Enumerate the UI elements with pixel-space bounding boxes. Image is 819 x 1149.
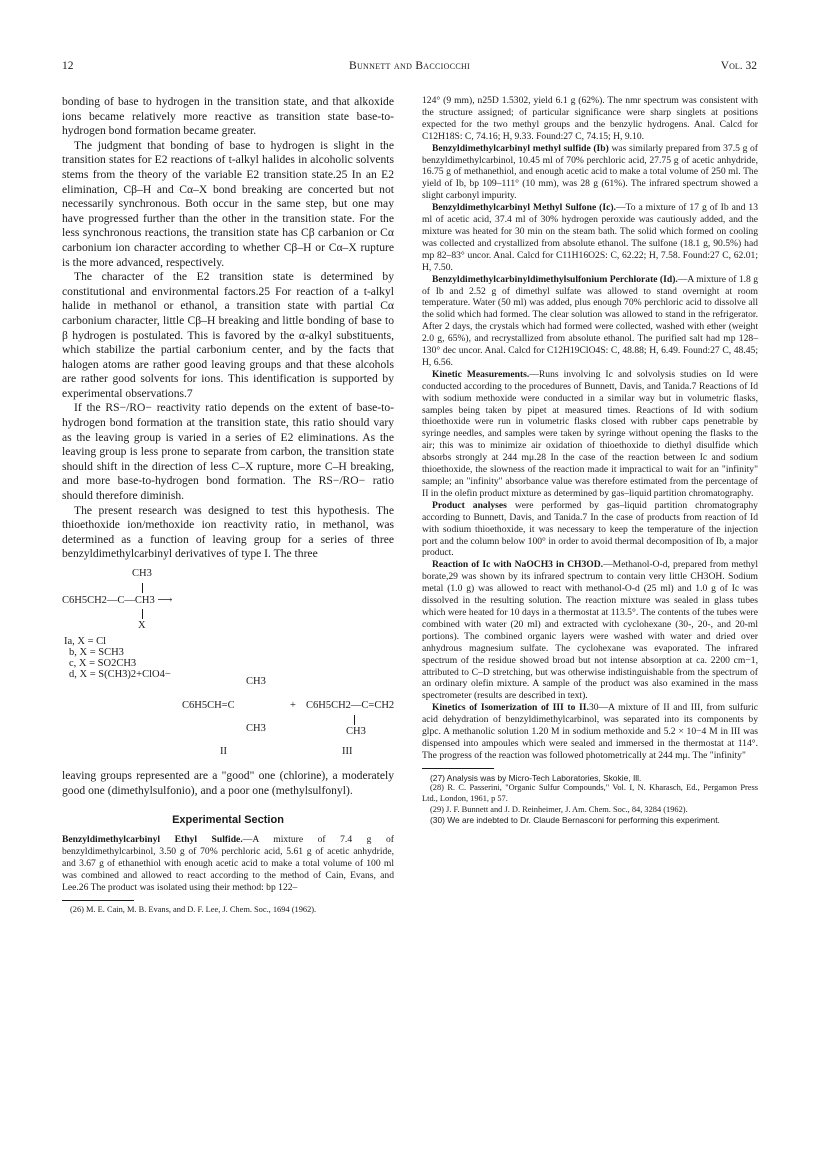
structure-i-bond-bottom <box>142 609 143 619</box>
volume-label: Vol. 32 <box>720 60 757 72</box>
right-p8-heading: Kinetics of Isomerization of III to II. <box>432 702 589 714</box>
right-p8-body: 30—A mixture of II and III, from sulfuric acid dehydration of benzyldimethylcarbinol, was separated into its components by glpc. A methanolic solution 1.20 M in sodium methoxide and 5.2 × 10−4 M in III was dispensed into ampoules which were sealed and immersed in the thermostat at 114°. The progress of the reaction was followed photometrically at 244 mμ. The "infinity" <box>422 702 758 761</box>
page-header <box>62 60 757 76</box>
structure-i-formula: C6H5CH2—C—CH3 ⟶ <box>62 595 173 606</box>
right-paragraph-6 <box>422 500 758 560</box>
right-paragraph-4 <box>422 274 758 369</box>
footnote-30: (30) We are indebted to Dr. Claude Bernasconi for performing this experiment. <box>430 815 720 826</box>
structure-ii-ch3-top: CH3 <box>246 676 266 687</box>
footnote-rule-right <box>422 768 494 769</box>
structure-ii-formula: C6H5CH=C <box>182 700 235 711</box>
right-p6-heading: Product analyses <box>432 499 507 511</box>
right-paragraph-1: 124° (9 mm), n25D 1.5302, yield 6.1 g (62%). The nmr spectrum was consistent with the structure assigned; of particular significance were sharp singlets at positions expected for the two methyl groups and the benzylic hydrogens. Anal. Calcd for C12H18S: C, 74.16; H, 9.33. Found:27 C, 74.15; H, 9.10. <box>422 95 758 142</box>
structure-iii-ch3-bottom: CH3 <box>346 726 366 737</box>
left-paragraph-3: The character of the E2 transition state is determined by constitutional and environmental factors.25 For reaction of a t-alkyl halide in methanol or ethanol, a transition state with partial Cα carbonium character, little Cβ–H breaking and little bonding of base to β hydrogen is postulated. This is favored by the α-alkyl substituents, which stabilize the partial carbonium center, and by the facts that halogen atoms are rather good leaving groups and that these alcohols are rather good solvents for ions. This identification is supported by experimental observations.7 <box>62 270 394 400</box>
right-p4-body: —A mixture of 1.8 g of Ib and 2.52 g of dimethyl sulfate was allowed to stand overnight at room temperature. Water (50 ml) was added, plus enough 70% perchloric acid to dissolve all the solid which had formed. The clear solution was allowed to stand in the refrigerator. After 2 days, the crystals which had formed were collected, washed with ether (weight 2.0 g, 65%), and recrystallized from absolute ethanol. The purified salt had mp 128–130° dec uncor. Anal. Calcd for C12H19ClO4S: C, 48.88; H, 6.49. Found:27 C, 48.45; H, 6.56. <box>422 273 759 368</box>
right-paragraph-8 <box>422 702 758 762</box>
right-p6-body: were performed by gas–liquid partition chromatography according to Bunnett, Davis, and Tanida.7 In the case of products from reaction of Id with sodium thioethoxide, it was necessary to keep the temperature of the injection port and the column below 100° in order to avoid thermal decomposition of Ib, a major product. <box>422 499 758 559</box>
left-paragraph-2: The judgment that bonding of base to hydrogen is slight in the transition states for E2 reactions of t-alkyl halides in alcoholic solvents stems from the theory of the variable E2 transition state.25 In an E2 elimination, Cβ–H and Cα–X bond breaking are concerted but not necessarily synchronous. Both occur in the same step, but one may have progressed further than the other in the transition state. For the less synchronous reactions, the transition state has Cβ carbanion or Cα carbonium ion character according to whether Cβ–H or Cα–X rupture is the more advanced, respectively. <box>62 138 394 269</box>
right-paragraph-2 <box>422 143 758 203</box>
right-p3-body: —To a mixture of 17 g of Ib and 13 ml of acetic acid, 37.4 ml of 30% hydrogen peroxide was cautiously added, and the mixture was heated for 30 min on the steam bath. The solid which formed on cooling was collected and crystallized from absolute ethanol. The sulfone (18.1 g, 90.5%) had mp 82–83° uncor. Anal. Calcd for C11H16O2S: C, 62.22; H, 7.58. Found:27 C, 62.01; H, 7.50. <box>422 202 758 273</box>
left-column <box>62 95 394 915</box>
structure-iii-formula: C6H5CH2—C=CH2 <box>306 700 395 711</box>
right-p3-heading: Benzyldimethylcarbinyl Methyl Sulfone (Ic). <box>432 202 616 214</box>
structure-ii-ch3-bottom: CH3 <box>246 723 266 734</box>
chemical-structures <box>62 566 394 821</box>
right-paragraph-5 <box>422 369 758 500</box>
right-p2-body: was similarly prepared from 37.5 g of benzyldimethylcarbinol, 10.45 ml of 70% perchloric acid, 27.75 g of acetic anhydride, 16.75 g of methanethiol, and enough acetic acid to make a total volume of 250 ml. The yield of Ib, bp 109–111° (10 mm), was 28 g (61%). The infrared spectrum showed a slight carbonyl impurity. <box>422 142 758 202</box>
left-paragraph-5: The present research was designed to test this hypothesis. The thioethoxide ion/methoxide ion reactivity ratio, in methanol, was determined as a function of leaving group for a series of three benzyldimethylcarbinyl derivatives of type I. The three <box>62 503 394 561</box>
structure-ic-label: c, X = SO2CH3 <box>69 658 137 669</box>
right-p7-body: —Methanol-O-d, prepared from methyl borate,29 was shown by its infrared spectrum to contain very little CH3OH. Sodium metal (1.0 g) was allowed to react with methanol-O-d (25 ml) and 1.0 g of Ic was dissolved in the resulting solution. The reaction mixture was sealed in glass tubes which were heated for 10 days in a thermostat at 113.5°. The contents of the tubes were combined with water (20 ml) and extracted with cyclohexane (30-, 20-, and 20-ml portions). The combined organic layers were washed with water and dried over anhydrous magnesium sulfate. The cyclohexane was evaporated. The infrared spectrum of the residue showed broad but not intense absorption at ca. 2200 cm−1, attributed to C–D stretching, but was otherwise indistinguishable from the spectrum of an ordinary olefin mixture. A sample of the product was also examined in the mass spectrometer (results are described in text). <box>422 559 758 702</box>
structure-ii-label: II <box>220 746 227 757</box>
structure-i-ch3-top: CH3 <box>132 568 152 579</box>
right-p4-heading: Benzyldimethylcarbinyldimethylsulfonium Perchlorate (Id). <box>432 273 678 285</box>
footnote-26: (26) M. E. Cain, M. B. Evans, and D. F. Lee, J. Chem. Soc., 1694 (1962). <box>70 904 317 914</box>
footnote-29: (29) J. F. Bunnett and J. D. Reinheimer, J. Am. Chem. Soc., 84, 3284 (1962). <box>430 804 688 814</box>
right-p7-heading: Reaction of Ic with NaOCH3 in CH3OD. <box>432 559 604 571</box>
experimental-1-body: —A mixture of 7.4 g of benzyldimethylcarbinol, 3.50 g of 70% perchloric acid, 5.61 g of acetic anhydride, and 3.67 g of ethanethiol with enough acetic acid to make a total volume of 100 ml was combined and allowed to react according to the method of Cain, Evans, and Lee.26 The product was isolated using their method: bp 122– <box>62 834 394 893</box>
structure-iii-bond <box>354 715 355 725</box>
right-column <box>422 95 758 826</box>
right-p5-heading: Kinetic Measurements. <box>432 368 530 380</box>
footnote-rule-left <box>62 900 134 901</box>
running-title: Bunnett and Bacciocchi <box>348 60 471 72</box>
structure-i-bond-top <box>142 583 143 593</box>
right-p5-body: —Runs involving Ic and solvolysis studies on Id were conducted according to the procedures of Bunnett, Davis, and Tanida.7 Reactions of Id with sodium methoxide were conducted in a similar way but in volumetric flasks, samples being taken by pipet at measured times. Reactions of Id with sodium thioethoxide were run in volumetric flasks closed with rubber caps penetrable by syringe needles, and samples were taken by syringe without opening the flasks to the air; this was to minimize air oxidation of thioethoxide to diethyl disulfide which absorbs strongly at 244 mμ.28 In the case of the reaction between Ic and sodium thioethoxide, the slowness of the reaction made it impractical to wait for an "infinity" sample; an "infinity" absorbance value was therefore estimated from the percentage of II in the olefin product mixture as determined by gas–liquid partition chromatography. <box>422 368 758 499</box>
left-paragraph-1: bonding of base to hydrogen in the transition state, and that alkoxide ions became relatively more reactive as transition state base-to-hydrogen bond formation became greater. <box>62 95 394 138</box>
right-p2-heading: Benzyldimethylcarbinyl methyl sulfide (Ib) <box>432 142 609 154</box>
experimental-section-title: Experimental Section <box>172 814 284 827</box>
structure-i-x-label: X <box>138 620 146 631</box>
structure-id-label: d, X = S(CH3)2+ClO4− <box>69 669 171 680</box>
experimental-1-heading: Benzyldimethylcarbinyl Ethyl Sulfide. <box>62 834 243 846</box>
structure-iii-label: III <box>342 746 353 757</box>
plus-sign: + <box>290 700 296 711</box>
structure-ia-label: Ia, X = Cl <box>64 636 107 647</box>
footnote-28: (28) R. C. Passerini, "Organic Sulfur Compounds," Vol. I, N. Kharasch, Ed., Pergamon Press Ltd., London, 1961, p 57. <box>422 783 758 803</box>
left-paragraph-4: If the RS−/RO− reactivity ratio depends on the extent of base-to-hydrogen bond formation at the transition state, this ratio should vary as the leaving group is varied in a series of E2 eliminations. As the leaving group is less prone to separate from carbon, the transition state should shift in the direction of less C–X rupture, more C–H breaking, and more base-to-hydrogen bond formation. The RS−/RO− ratio should therefore diminish. <box>62 401 394 503</box>
page-number: 12 <box>62 60 74 72</box>
right-paragraph-7 <box>422 559 758 702</box>
footnote-27: (27) Analysis was by Micro-Tech Laboratories, Skokie, Ill. <box>430 772 642 783</box>
experimental-paragraph-1 <box>62 834 394 894</box>
left-paragraph-6: leaving groups represented are a "good" one (chlorine), a moderately good one (dimethylsulfonio), and a poor one (methylsulfonyl). <box>62 769 394 797</box>
structure-ib-label: b, X = SCH3 <box>69 647 124 658</box>
right-paragraph-3 <box>422 202 758 273</box>
